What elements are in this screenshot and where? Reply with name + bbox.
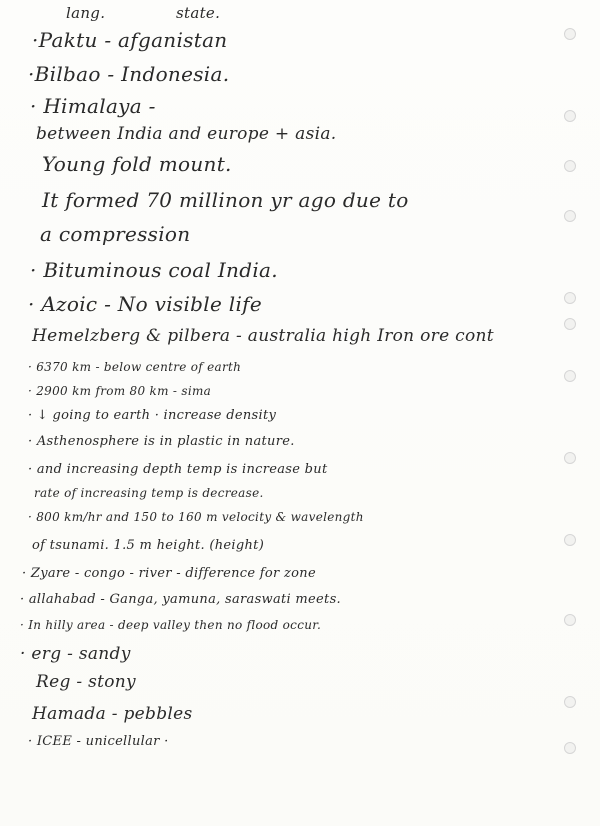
note-line: · Himalaya - [30,94,156,118]
note-line: · erg - sandy [20,644,131,664]
note-line: It formed 70 millinon yr ago due to [42,188,409,212]
binding-hole [564,742,576,754]
binding-hole [564,534,576,546]
binding-hole [564,614,576,626]
note-line: · Bituminous coal India. [30,258,278,282]
note-line: of tsunami. 1.5 m height. (height) [32,538,265,553]
note-line: ·Bilbao - Indonesia. [28,62,230,86]
note-line: · Asthenosphere is in plastic in nature. [28,434,295,449]
note-line: rate of increasing temp is decrease. [34,486,264,500]
note-line: · ↓ going to earth · increase density [28,408,277,423]
note-line: · Zyare - congo - river - difference for zone [22,566,316,581]
header-lang: lang. [66,4,106,22]
note-line: · 2900 km from 80 km - sima [28,384,212,398]
binding-hole [564,160,576,172]
note-line: Hemelzberg & pilbera - australia high Iron ore cont [32,326,494,346]
binding-hole [564,452,576,464]
note-line: · In hilly area - deep valley then no flood occur. [20,618,322,632]
binding-holes [564,0,588,826]
note-line: between India and europe + asia. [36,124,337,144]
note-line: · 6370 km - below centre of earth [28,360,242,374]
binding-hole [564,210,576,222]
note-line: Hamada - pebbles [32,704,193,724]
binding-hole [564,292,576,304]
binding-hole [564,28,576,40]
note-line: Reg - stony [36,672,136,692]
note-line: · 800 km/hr and 150 to 160 m velocity & wavelength [28,510,364,524]
note-line: Young fold mount. [42,152,232,176]
note-line: · ICEE - unicellular · [28,734,169,749]
binding-hole [564,696,576,708]
note-line: ·Paktu - afganistan [32,28,228,52]
binding-hole [564,318,576,330]
note-line: · allahabad - Ganga, yamuna, saraswati meets. [20,592,341,607]
note-line: · and increasing depth temp is increase but [28,462,328,477]
binding-hole [564,110,576,122]
header-state: state. [176,4,221,22]
note-line: a compression [40,222,191,246]
note-line: · Azoic - No visible life [28,292,262,316]
binding-hole [564,370,576,382]
